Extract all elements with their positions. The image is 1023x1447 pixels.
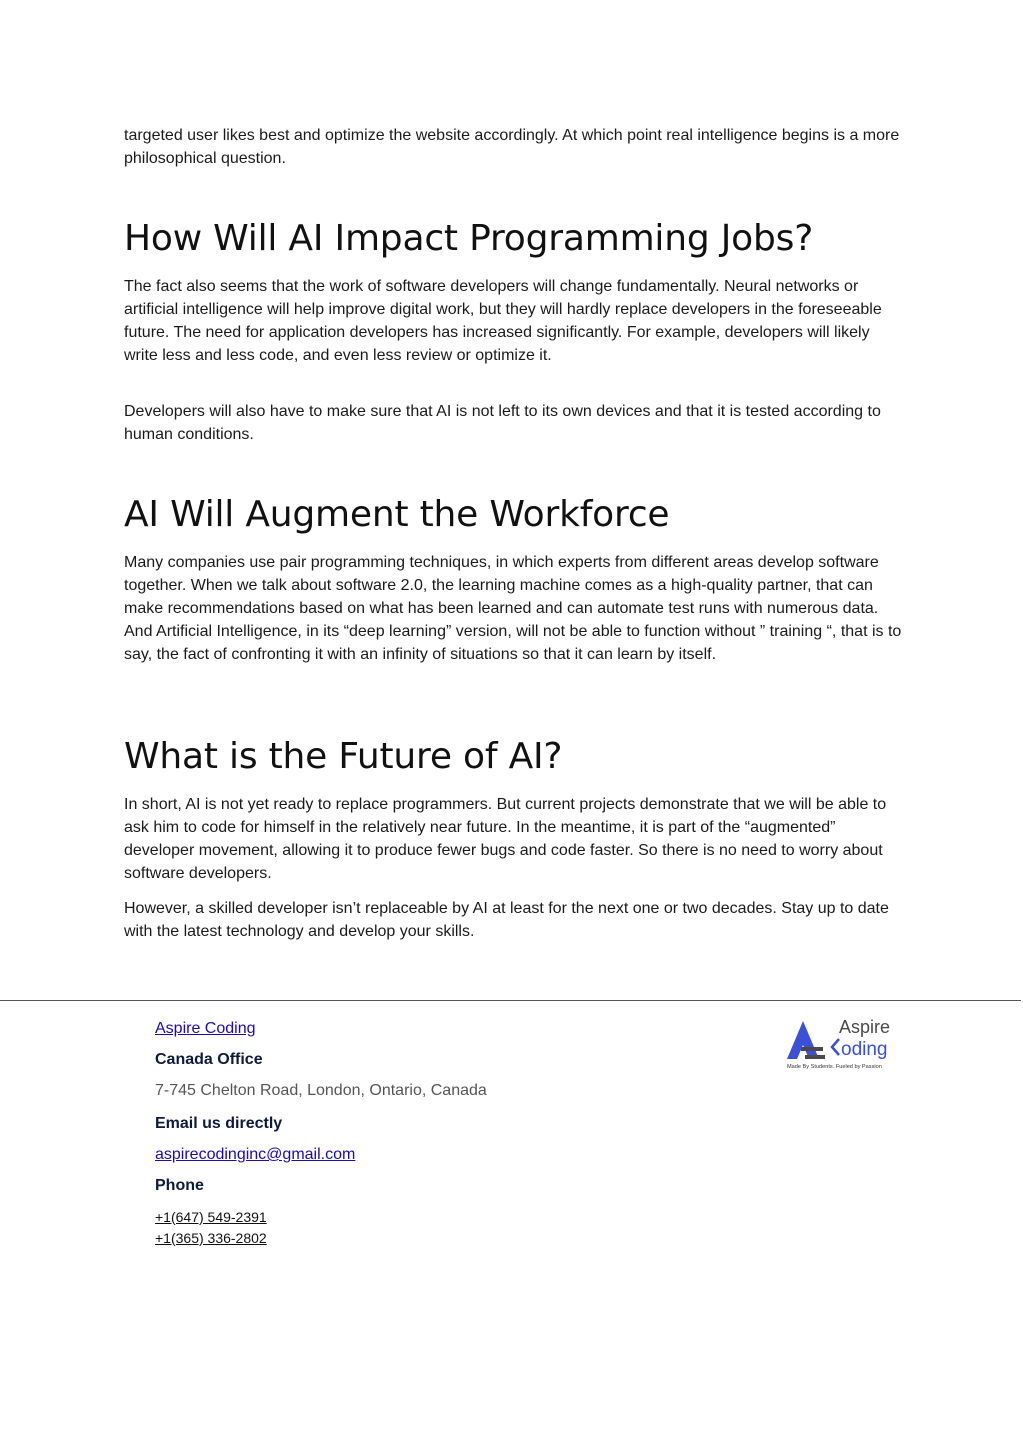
section-paragraph: Developers will also have to make sure that AI is not left to its own devices and that it is tested according to human conditions.	[124, 403, 881, 443]
office-address: 7-745 Chelton Road, London, Ontario, Canada	[155, 1082, 487, 1099]
section-heading-future-of-ai: What is the Future of AI?	[124, 736, 563, 777]
company-link[interactable]: Aspire Coding	[155, 1020, 256, 1037]
phone-link-2[interactable]: +1(365) 336-2802	[155, 1230, 267, 1246]
office-heading: Canada Office	[155, 1051, 263, 1068]
email-heading: Email us directly	[155, 1115, 283, 1132]
phone-heading: Phone	[155, 1177, 204, 1194]
section-paragraph: Many companies use pair programming techniques, in which experts from different areas develop software together. When we talk about software 2.0, the learning machine comes as a high-quality partner, that can make recommendations based on what has been learned and can automate test runs with numerous data. And Artificial Intelligence, in its “deep learning” version, will not be able to function without ” training “, that is to say, the fact of confronting it with an infinity of situations so that it can learn by itself.	[124, 554, 902, 663]
section-paragraph: The fact also seems that the work of software developers will change fundamentally. Neural networks or artificial intelligence will help improve digital work, but they will hardly replace developers in the foreseeable future. The need for application developers has increased significantly. For example, developers will likely write less and less code, and even less review or optimize it.	[124, 278, 882, 364]
logo-tagline: Made By Students. Fueled by Passion	[787, 1064, 882, 1070]
section-paragraph: In short, AI is not yet ready to replace programmers. But current projects demonstrate that we will be able to ask him to code for himself in the relatively near future. In the meantime, it is part of the “augmented” developer movement, allowing it to produce fewer bugs and code faster. So there is no need to worry about software developers.	[124, 796, 887, 882]
logo-text-line1: Aspire	[839, 1017, 891, 1037]
aspire-coding-logo	[785, 1015, 900, 1075]
phone-link-1[interactable]: +1(647) 549-2391	[155, 1209, 267, 1225]
email-link[interactable]: aspirecodinginc@gmail.com	[155, 1146, 356, 1163]
intro-paragraph: targeted user likes best and optimize the website accordingly. At which point real intelligence begins is a more philosophical question.	[124, 127, 900, 167]
logo-text-line2: oding	[841, 1039, 888, 1060]
section-heading-augment-workforce: AI Will Augment the Workforce	[124, 494, 670, 535]
footer-divider	[0, 1000, 1021, 1001]
logo-mark-icon	[785, 1015, 900, 1075]
section-paragraph: However, a skilled developer isn’t replaceable by AI at least for the next one or two decades. Stay up to date with the latest technology and develop your skills.	[124, 900, 889, 940]
section-heading-programming-jobs: How Will AI Impact Programming Jobs?	[124, 218, 814, 259]
